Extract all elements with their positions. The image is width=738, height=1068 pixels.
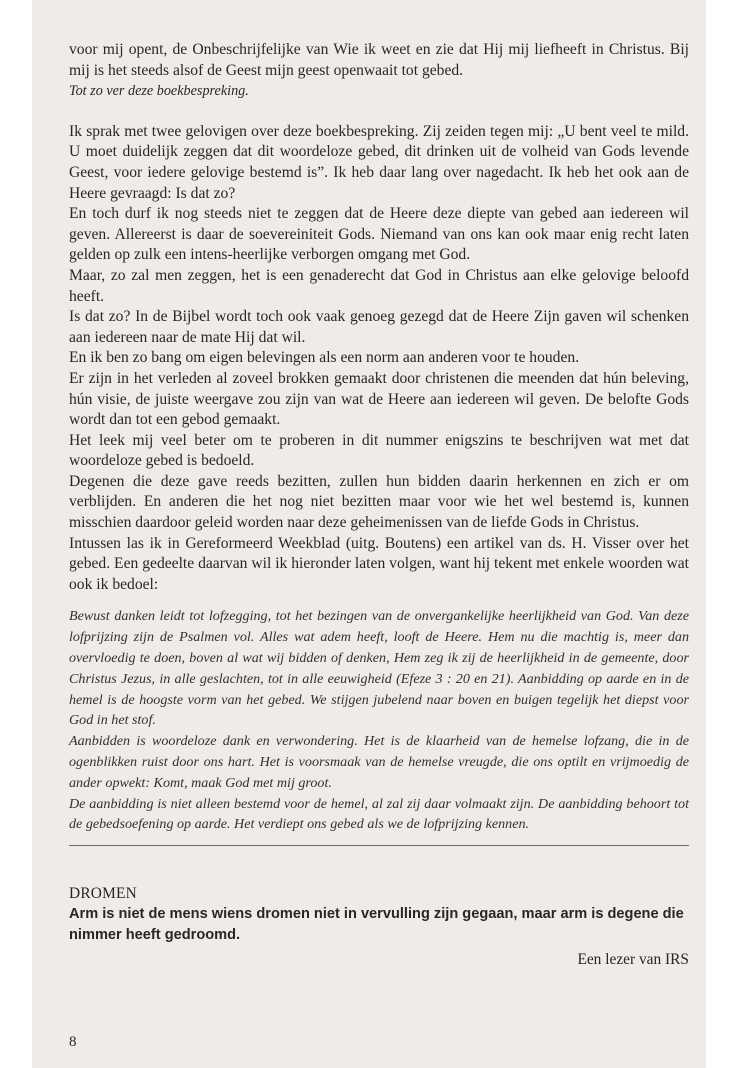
dromen-title: DROMEN [69,885,137,903]
quote-paragraph: Bewust danken leidt tot lofzegging, tot het bezingen van de onvergankelijke heerlijkheid van God. Van deze lofprijzing zijn de Psalmen vol. Alles wat adem heeft, looft de Heere. Hem nu die machtig is, meer dan overvloedig te doen, boven al wat wij bidden of denken, Hem zeg ik zij de heerlijkheid in de gemeente, door Christus Jezus, in alle geslachten, tot in alle eeuwigheid (Efeze 3 : 20 en 21). Aanbidding op aarde en in de hemel is de hoogste vorm van het gebed. We stijgen jubelend naar boven en buigen tegelijk het diepst voor God in het stof. [69,608,689,729]
paragraph: Is dat zo? In de Bijbel wordt toch ook vaak genoeg gezegd dat de Heere Zijn gaven wil schenken aan iedereen naar de mate Hij dat wil. [69,308,689,346]
dromen-signature: Een lezer van IRS [577,950,689,968]
paragraph: Ik sprak met twee gelovigen over deze boekbespreking. Zij zeiden tegen mij: „U bent veel te mild. U moet duidelijk zeggen dat dit woordeloze gebed, dit drinken uit de volheid van Gods levende Geest, voor iedere gelovige bestemd is”. Ik heb daar lang over nagedacht. Ik heb het ook aan de Heere gevraagd: Is dat zo? [69,122,689,202]
dromen-section [69,884,689,972]
book-page [32,0,706,1068]
paragraph: En ik ben zo bang om eigen belevingen als een norm aan anderen voor te houden. [69,349,580,367]
page-content [69,40,689,972]
paragraph: Degenen die deze gave reeds bezitten, zullen hun bidden daarin herkennen en zich er om verblijden. En anderen die het nog niet bezitten maar voor wie het wel bestemd is, kunnen misschien daardoor geleid worden naar deze geheimenissen van de liefde Gods in Christus. [69,472,689,532]
quote-paragraph: Aanbidden is woordeloze dank en verwondering. Het is de klaarheid van de hemelse lofzang, die in de ogenblikken ruist door ons hart. Het is voorsmaak van de hemelse vreugde, die ons optilt en vrijmoedig de ander opwekt: Komt, maak God met mij groot. [69,733,689,791]
paragraph: Maar, zo zal men zeggen, het is een genaderecht dat God in Christus aan elke gelovige beloofd heeft. [69,266,689,305]
quoted-passage [69,606,689,835]
opening-paragraph: voor mij opent, de Onbeschrijfelijke van Wie ik weet en zie dat Hij mij liefheeft in Christus. Bij mij is het steeds alsof de Geest mijn geest openwaait tot gebed. [69,41,689,79]
paragraph: En toch durf ik nog steeds niet te zeggen dat de Heere deze diepte van gebed aan iedereen wil geven. Allereerst is daar de soevereiniteit Gods. Niemand van ons kan ook maar enig recht laten gelden op zulk een intens-heerlijke verborgen omgang met God. [69,205,689,264]
paragraph: Intussen las ik in Gereformeerd Weekblad (uitg. Boutens) een artikel van ds. H. Visser over het gebed. Een gedeelte daarvan wil ik hieronder laten volgen, want hij tekent met enkele woorden wat ook ik bedoel: [69,534,689,593]
end-of-review-note: Tot zo ver deze boekbespreking. [69,83,249,100]
paragraph: Er zijn in het verleden al zoveel brokken gemaakt door christenen die meenden dat hún beleving, hún visie, de juiste weergave zou zijn van wat de Heere aan iedereen wil geven. De belofte Gods wordt dan tot een gebod gemaakt. [69,369,689,429]
section-divider [69,845,689,846]
dromen-text: Arm is niet de mens wiens dromen niet in vervulling zijn gegaan, maar arm is degene die nimmer heeft gedroomd. [69,906,684,943]
quote-paragraph: De aanbidding is niet alleen bestemd voor de hemel, al zal zij daar volmaakt zijn. De aanbidding behoort tot de gebedsoefening op aarde. Het verdiept ons gebed als we de lofprijzing kennen. [69,795,689,833]
paragraph: Het leek mij veel beter om te proberen in dit nummer enigszins te beschrijven wat met dat woordeloze gebed is bedoeld. [69,431,689,470]
page-number: 8 [69,1034,77,1050]
